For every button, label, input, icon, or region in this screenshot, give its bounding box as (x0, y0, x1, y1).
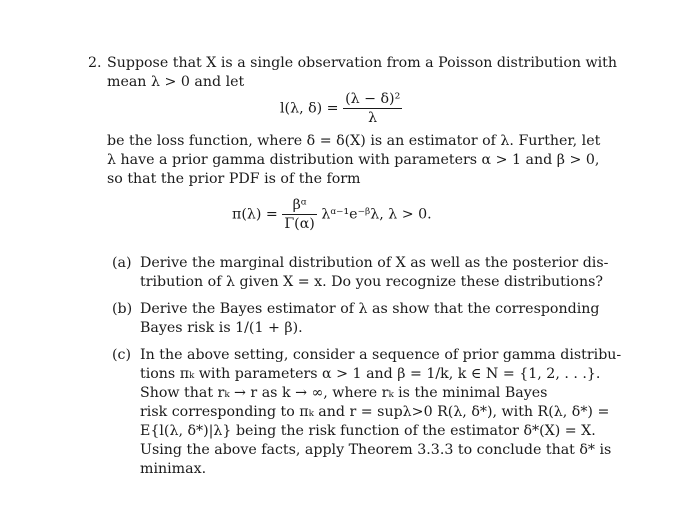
prior-pdf-equation (232, 196, 432, 233)
part-a-line-1: Derive the marginal distribution of X as well as the posterior dis- (140, 255, 609, 271)
loss-denominator: λ (368, 110, 378, 126)
prior-lhs: π(λ) = (232, 206, 278, 223)
part-c-label: (c) (112, 347, 132, 363)
part-c-line-3: Show that rₖ → r as k → ∞, where rₖ is the minimal Bayes (140, 385, 548, 401)
part-b-label: (b) (112, 301, 133, 317)
part-c-line-5: E{l(λ, δ*)|λ} being the risk function of the estimator δ*(X) = X. (140, 423, 596, 439)
intro-line-1: Suppose that X is a single observation from a Poisson distribution with (107, 55, 618, 71)
part-c-line-6: Using the above facts, apply Theorem 3.3.3 to conclude that δ* is (140, 442, 612, 458)
prior-numerator: βᵅ (282, 196, 317, 215)
body-line-1: be the loss function, where δ = δ(X) is an estimator of λ. Further, let (107, 133, 601, 149)
part-c-line-1: In the above setting, consider a sequence of prior gamma distribu- (140, 347, 622, 363)
part-b-line-2: Bayes risk is 1/(1 + β). (140, 320, 303, 336)
intro-line-2: mean λ > 0 and let (107, 74, 245, 90)
part-c-line-7: minimax. (140, 461, 207, 477)
problem-number: 2. (88, 55, 102, 71)
part-c-line-4: risk corresponding to πₖ and r = supλ>0 R(λ, δ*), with R(λ, δ*) = (140, 404, 610, 420)
loss-function-equation (280, 90, 402, 127)
part-a-label: (a) (112, 255, 132, 271)
loss-fraction (343, 90, 402, 127)
prior-denominator: Γ(α) (284, 216, 315, 232)
part-c-line-2: tions πₖ with parameters α > 1 and β = 1/k, k ∈ N = {1, 2, . . .}. (140, 366, 601, 382)
body-line-2: λ have a prior gamma distribution with parameters α > 1 and β > 0, (107, 152, 600, 168)
body-line-3: so that the prior PDF is of the form (107, 171, 361, 187)
part-a-line-2: tribution of λ given X = x. Do you recognize these distributions? (140, 274, 603, 290)
loss-numerator: (λ − δ)² (345, 91, 401, 107)
part-b-line-1: Derive the Bayes estimator of λ as show that the corresponding (140, 301, 600, 317)
prior-fraction (282, 196, 317, 233)
prior-rhs: λᵅ⁻¹e⁻ᵝλ, λ > 0. (321, 206, 432, 223)
loss-lhs: l(λ, δ) = (280, 100, 339, 117)
